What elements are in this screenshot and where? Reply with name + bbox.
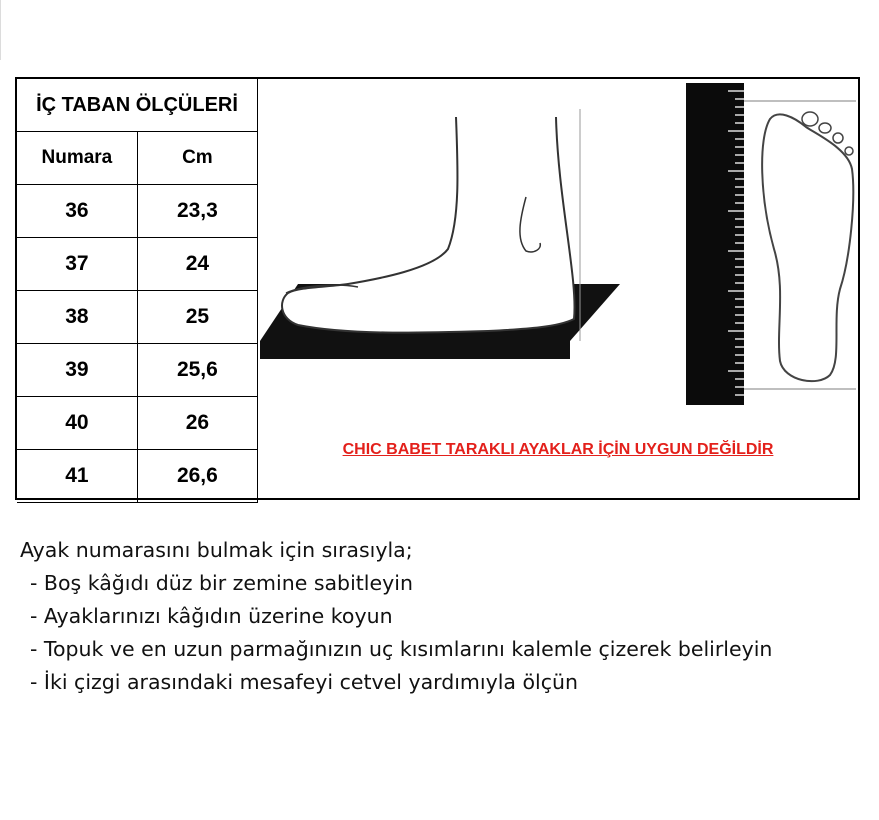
column-header-cm: Cm (137, 132, 257, 185)
size-cell: 38 (17, 291, 137, 344)
table-title: İÇ TABAN ÖLÇÜLERİ (17, 79, 258, 132)
size-cell: 37 (17, 238, 137, 291)
instruction-step: - İki çizgi arasındaki mesafeyi cetvel yardımıyla ölçün (30, 670, 578, 694)
cm-cell: 25 (137, 291, 257, 344)
measurement-instructions (20, 534, 772, 699)
ruler-icon (686, 83, 744, 405)
table-row (17, 238, 258, 291)
size-cell: 39 (17, 344, 137, 397)
size-chart-frame (15, 77, 860, 500)
instruction-step: - Topuk ve en uzun parmağınızın uç kısımlarını kalemle çizerek belirleyin (30, 637, 773, 661)
table-row (17, 344, 258, 397)
foot-measurement-illustration (258, 79, 858, 409)
size-cell: 36 (17, 185, 137, 238)
cm-cell: 24 (137, 238, 257, 291)
foot-side-view-icon (260, 109, 620, 359)
edge-mark (0, 0, 1, 60)
cm-cell: 25,6 (137, 344, 257, 397)
table-row (17, 291, 258, 344)
size-cell: 41 (17, 450, 137, 503)
cm-cell: 26 (137, 397, 257, 450)
column-header-size: Numara (17, 132, 137, 185)
table-row (17, 185, 258, 238)
instruction-step: - Ayaklarınızı kâğıdın üzerine koyun (30, 604, 393, 628)
cm-cell: 26,6 (137, 450, 257, 503)
size-cell: 40 (17, 397, 137, 450)
cm-cell: 23,3 (137, 185, 257, 238)
table-row (17, 450, 258, 503)
size-table (17, 79, 258, 503)
footprint-icon (744, 101, 856, 389)
instructions-intro: Ayak numarasını bulmak için sırasıyla; (20, 538, 413, 562)
table-row (17, 397, 258, 450)
warning-notice: CHIC BABET TARAKLI AYAKLAR İÇİN UYGUN DEĞİLDİR (342, 441, 774, 458)
instruction-step: - Boş kâğıdı düz bir zemine sabitleyin (30, 571, 413, 595)
